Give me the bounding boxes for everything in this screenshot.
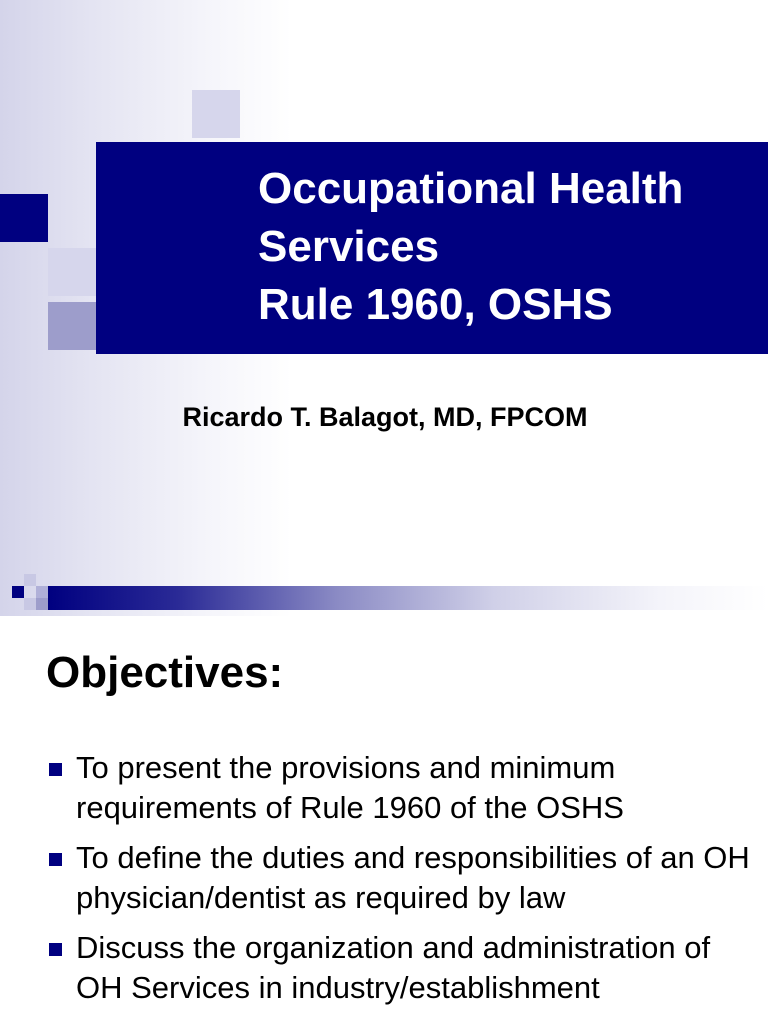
square-bullet-icon (49, 853, 62, 866)
slide-title (258, 160, 763, 334)
presenter-name: Ricardo T. Balagot, MD, FPCOM (182, 402, 588, 432)
list-item (46, 928, 761, 1008)
decorative-small-square (12, 586, 24, 598)
list-item (46, 748, 761, 828)
gradient-divider (48, 586, 768, 610)
square-bullet-icon (49, 763, 62, 776)
list-item-text: To present the provisions and minimum requirements of Rule 1960 of the OSHS (76, 750, 624, 825)
decorative-square (0, 194, 48, 242)
list-item (46, 838, 761, 918)
decorative-small-square (36, 586, 48, 598)
objectives-list (46, 748, 761, 1018)
decorative-square (48, 248, 96, 296)
decorative-small-square (36, 598, 48, 610)
objectives-slide (0, 616, 768, 1024)
slide-title-line: Occupational Health (258, 164, 684, 213)
decorative-small-square (24, 598, 36, 610)
slide-title-line: Rule 1960, OSHS (258, 280, 613, 329)
square-bullet-icon (49, 943, 62, 956)
objectives-heading: Objectives: (46, 648, 284, 697)
slide-title-line: Services (258, 222, 440, 271)
list-item-text: To define the duties and responsibilities of an OH physician/dentist as required by law (76, 840, 750, 915)
decorative-square (192, 90, 240, 138)
list-item-text: Discuss the organization and administration of OH Services in industry/establishment (76, 930, 711, 1005)
decorative-square (48, 302, 96, 350)
decorative-small-square (24, 574, 36, 586)
